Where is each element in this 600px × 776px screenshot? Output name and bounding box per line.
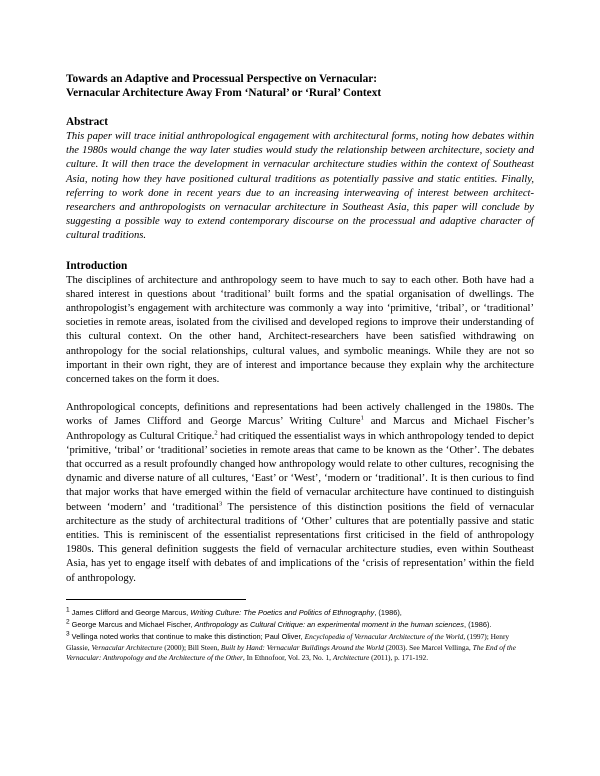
footnote-3-mid-1: , (1997); Henry Glassie, xyxy=(66,632,510,652)
abstract-text: This paper will trace initial anthropological engagement with architectural forms, noting how debates within the 1980s would change the way later studies would study the relationship between architecture, society and culture. It will then trace the development in vernacular architecture studies within the context of Southeast Asia, noting how they have positioned cultural traditions as potentially passive and static entities. Finally, referring to work done in recent years due to an increasing interweaving of interest between architect-researchers and anthropologists on vernacular architecture in Southeast Asia, this paper will conclude by suggesting a possible way to extend contemporary discourse on the processual and adaptive character of cultural traditions. xyxy=(66,131,534,242)
paper-title-line-2: Vernacular Architecture Away From ‘Natural’ or ‘Rural’ Context xyxy=(66,87,382,99)
intro-paragraph-1: The disciplines of architecture and anthropology seem to have much to say to each other. Both have had a shared interest in questions about ‘traditional’ built forms and the spatial organisation of dwellings. The anthropologist’s engagement with architecture was commonly a way into ‘primitive, ‘tribal’, or ‘traditional’ societies in remote areas, isolated from the civilised and developed regions to improve their understanding of this cultural context. On the other hand, Architect-researchers have been satisfied withdrawing on anthropology for the social relationships, cultural values, and symbolic meanings. While they are not so important in their own right, they are of interest and importance because they explain why the architecture concerned takes on the form it does. xyxy=(66,274,534,386)
paper-title-line-1: Towards an Adaptive and Processual Perspective on Vernacular: xyxy=(66,73,377,85)
footnote-3-title-2: Vernacular Architecture xyxy=(91,642,163,652)
introduction-heading: Introduction xyxy=(66,259,128,272)
footnote-2 xyxy=(66,620,534,630)
footnote-3-tail: (2011), p. 171-192. xyxy=(369,652,429,662)
footnote-ref-3[interactable]: 3 xyxy=(218,500,223,508)
footnote-1-title: Writing Culture: The Poetics and Politics of Ethnography xyxy=(190,607,375,617)
abstract-heading: Abstract xyxy=(66,116,109,128)
footnote-3-title-1: Encyclopedia of Vernacular Architecture of the World xyxy=(304,632,464,642)
footnote-3-mid-2: (2000); Bill Steen, xyxy=(162,642,221,652)
paper-title xyxy=(66,72,534,100)
footnote-3-title-4: The End of the Vernacular: Anthropology and the Architecture of the Other xyxy=(66,642,516,662)
document-page xyxy=(66,72,534,665)
footnote-1 xyxy=(66,608,534,618)
footnote-3-mark: 3 xyxy=(66,630,70,638)
footnote-3-lead: Vellinga noted works that continue to make this distinction; Paul Oliver, xyxy=(69,632,305,642)
footnote-3-title-3: Built by Hand: Vernacular Buildings Around the World xyxy=(220,642,384,652)
footnote-ref-1[interactable]: 1 xyxy=(360,414,364,422)
footnote-2-title: Anthropology as Cultural Critique: an experimental moment in the human sciences xyxy=(194,620,464,630)
footnote-ref-2[interactable]: 2 xyxy=(214,429,218,437)
footnote-3-mid-3: (2003). See Marcel Vellinga, xyxy=(383,642,473,652)
footnote-2-mark: 2 xyxy=(66,618,70,626)
para2-segment-4: The persistence of this distinction positions the field of vernacular architecture as the study of architectural traditions of ‘Other’ cultures that are potentially passive and static entities. This is reminiscent of the essentialist representations first criticised in the field of anthropology 1980s. This general definition suggests the field of vernacular architecture studies, even within Southeast Asia, has yet to engage itself with debates of and implications of the ‘crisis of representation’ within the field of anthropology. xyxy=(66,501,535,584)
footnote-2-tail: , (1986). xyxy=(464,620,492,630)
footnote-1-lead: James Clifford and George Marcus, xyxy=(69,607,191,617)
para2-segment-2: and Marcus and Michael Fischer’s Anthropology as Cultural Critique. xyxy=(66,416,534,442)
footnote-1-tail: , (1986), xyxy=(374,607,402,617)
para2-segment-1: Anthropological concepts, definitions and representations had been actively challenged in the 1980s. The works of James Clifford and George Marcus’ Writing Culture xyxy=(66,402,534,428)
footnote-1-mark: 1 xyxy=(66,606,70,614)
footnote-divider xyxy=(66,599,246,600)
footnote-3 xyxy=(66,632,534,663)
footnote-3-title-5: Architecture xyxy=(332,652,370,662)
intro-paragraph-2 xyxy=(66,401,534,586)
footnote-3-mid-4: , In Ethnofoor, Vol. 23, No. 1, xyxy=(242,652,333,662)
footnote-2-lead: George Marcus and Michael Fischer, xyxy=(69,620,195,630)
para2-segment-3: had critiqued the essentialist ways in which anthropology tended to depict ‘primitive, ‘tribal’ or ‘traditional’ societies in remote areas that came to be known as the ‘Other’. The debates that occurred as a result profoundly changed how anthropology would relate to other cultures, recognising the dynamic and diverse nature of all cultures, ‘East’ or ‘West’, ‘modern or ‘traditional’. It is then curious to find that major works that have emerged within the field of vernacular architecture have continued to distinguish between ‘modern’ and ‘traditional xyxy=(66,430,534,513)
